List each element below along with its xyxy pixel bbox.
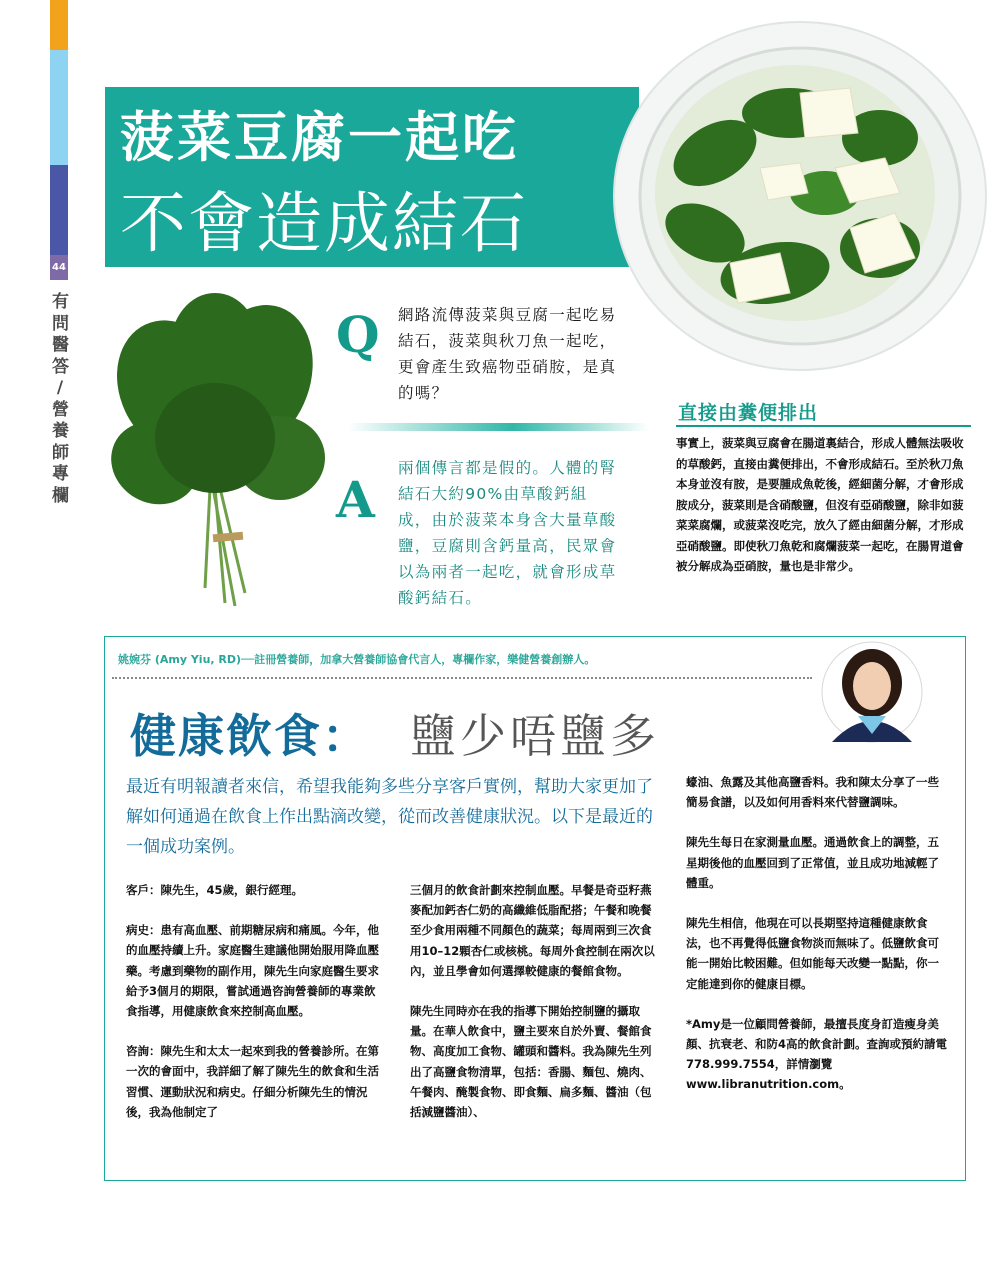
article-column-1 <box>126 880 386 1142</box>
article-title-light: 鹽少唔鹽多 <box>410 709 660 763</box>
side-body: 事實上，菠菜與豆腐會在腸道裏結合，形成人體無法吸收的草酸鈣，直接由糞便排出，不會形成結石。至於秋刀魚本身並沒有胺，是要腫成魚乾後，經細菌分解，才會形成胺成分，菠菜則是含硝酸鹽，但沒有亞硝酸鹽，除非如菠菜菜腐爛，或菠菜沒吃完，放久了經由細菌分解，才形成亞硝酸鹽。即使秋刀魚乾和腐爛菠菜一起吃，在腸胃道會被分解成為亞硝胺，量也是非常少。 <box>676 436 964 573</box>
paragraph: 蠔油、魚露及其他高鹽香料。我和陳太分享了一些簡易食譜，以及如何用香料來代替鹽調味。 <box>686 775 939 810</box>
color-strip-navy <box>50 165 68 255</box>
article-column-3 <box>686 772 948 1115</box>
article-column-2 <box>410 880 662 1142</box>
paragraph: 三個月的飲食計劃來控制血壓。早餐是奇亞籽燕麥配加鈣杏仁奶的高纖維低脂配搭；午餐和晚餐至少食用兩種不同顏色的蔬菜；每周兩到三次食用10–12顆杏仁或核桃。每周外食控制在兩次以內，並且學會如何選擇較健康的餐館食物。 <box>410 883 655 978</box>
question-text: 網路流傳菠菜與豆腐一起吃易結石，菠菜與秋刀魚一起吃，更會產生致癌物亞硝胺，是真的嗎？ <box>398 306 617 402</box>
headline-line2: 不會造成結石 <box>120 185 528 262</box>
answer-text: 兩個傳言都是假的。人體的腎結石大約90%由草酸鈣組成，由於菠菜本身含大量草酸鹽，豆腐則含鈣量高，民眾會以為兩者一起吃，就會形成草酸鈣結石。 <box>398 459 617 607</box>
headline-line1: 菠菜豆腐一起吃 <box>120 106 519 169</box>
paragraph: 病史：患有高血壓、前期糖尿病和痛風。今年，他的血壓持續上升。家庭醫生建議他開始服用降血壓藥。考慮到藥物的副作用，陳先生向家庭醫生要求給予3個月的期限，嘗試通過咨詢營養師的專業飲食指導，用健康飲食來控制高血壓。 <box>126 923 379 1019</box>
color-strip-orange <box>50 0 68 50</box>
article-title-bold: 健康飲食： <box>130 709 370 763</box>
paragraph: 陳先生相信，他現在可以長期堅持這種健康飲食法，也不再覺得低鹽食物淡而無味了。低鹽飲食可能一開始比較困難。但如能每天改變一點點，你一定能達到你的健康目標。 <box>686 916 939 991</box>
qa-divider <box>348 423 648 431</box>
a-letter: A <box>336 470 375 529</box>
q-letter: Q <box>336 305 380 364</box>
article-lead: 最近有明報讀者來信，希望我能夠多些分享客戶實例，幫助大家更加了解如何通過在飲食上作出點滴改變，從而改善健康狀況。以下是最近的一個成功案例。 <box>126 777 653 857</box>
side-heading-rule <box>676 425 971 427</box>
color-strip-lightblue <box>50 50 68 165</box>
author-portrait <box>810 638 930 746</box>
paragraph: 客戶：陳先生，45歲，銀行經理。 <box>126 883 304 897</box>
paragraph: 陳先生每日在家測量血壓。通過飲食上的調整，五星期後他的血壓回到了正常值，並且成功地減輕了體重。 <box>686 835 939 890</box>
paragraph: 咨詢：陳先生和太太一起來到我的營養診所。在第一次的會面中，我詳細了解了陳先生的飲食和生活習慣、運動狀況和病史。仔細分析陳先生的情況後，我為他制定了 <box>126 1044 379 1119</box>
author-byline: 姚婉芬 (Amy Yiu, RD)──註冊營養師，加拿大營養師協會代言人，專欄作家，樂健營養創辦人。 <box>118 653 596 666</box>
side-heading: 直接由糞便排出 <box>678 402 819 424</box>
column-title-vertical: 有 問 醫 答 / 營 養 師 專 欄 <box>52 292 69 506</box>
paragraph: 陳先生同時亦在我的指導下開始控制鹽的攝取量。在華人飲食中，鹽主要來自於外賣、餐館食物、高度加工食物、罐頭和醬料。我為陳先生列出了高鹽食物清單，包括：香腸、麵包、燒肉、午餐肉、醃製食物、即食麵、扁多麵、醬油（包括減鹽醬油）、 <box>410 1004 652 1120</box>
spinach-tofu-soup-photo <box>610 18 990 373</box>
dotted-divider <box>112 677 812 680</box>
spinach-bunch-photo <box>95 288 335 608</box>
page-number: 44 <box>52 262 66 273</box>
paragraph: *Amy是一位顧問營養師，最擅長度身訂造瘦身美顏、抗衰老、和防4高的飲食計劃。查詢或預約請電 778.999.7554，詳情瀏覽 www.libranutrition.com。 <box>686 1016 947 1092</box>
